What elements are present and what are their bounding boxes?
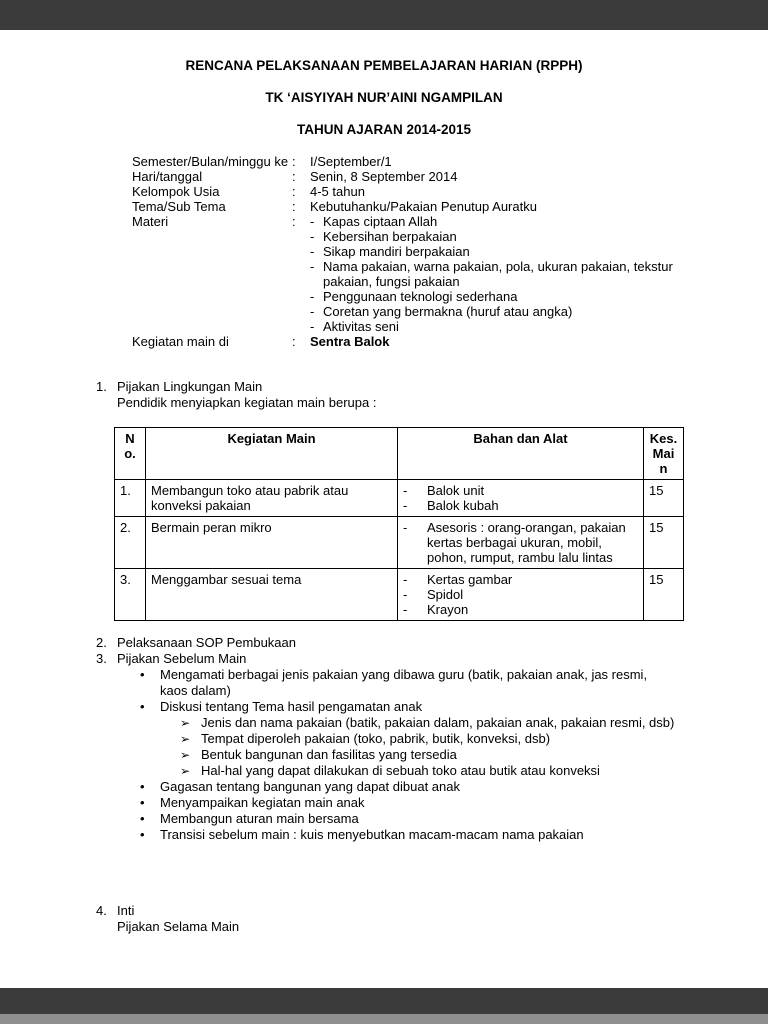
detail-row-semester [132,154,678,169]
detail-label: Kegiatan main di [132,334,229,349]
detail-value-sentra: Sentra Balok [310,334,390,349]
bullet-icon: • [140,811,145,826]
arrow-bullet-icon: ➢ [180,748,191,762]
bullet-icon: • [140,699,145,714]
sub-bullet-item [180,731,678,747]
section-subtitle: Pijakan Selama Main [117,919,240,934]
detail-row-tema [132,199,678,214]
bahan-item-text: Balok unit [427,483,485,498]
section-heading [96,635,678,651]
dash-bullet: - [403,572,408,587]
section-4-inti [96,903,678,935]
detail-colon: : [292,154,296,169]
section-title: Pijakan Sebelum Main [117,651,247,666]
cell-no: 1. [115,480,146,517]
section-heading [96,379,678,395]
detail-block [132,154,678,349]
document-header [0,30,768,138]
sub-bullet-text: Bentuk bangunan dan fasilitas yang tersedia [201,747,457,762]
sub-bullet-text: Tempat diperoleh pakaian (toko, pabrik, butik, konveksi, dsb) [201,731,551,746]
detail-colon: : [292,169,296,184]
detail-label: Hari/tanggal [132,169,203,184]
section-title: Pelaksanaan SOP Pembukaan [117,635,296,650]
arrow-bullet-icon: ➢ [180,732,191,746]
materi-item [310,229,678,244]
table-header-kes: Kes. Main [644,428,684,480]
detail-colon: : [292,184,296,199]
arrow-bullet-icon: ➢ [180,716,191,730]
viewer-bottom-bar [0,988,768,1014]
detail-value: Kebutuhanku/Pakaian Penutup Auratku [310,199,537,214]
bullet-icon: • [140,795,145,810]
detail-label: Tema/Sub Tema [132,199,226,214]
bullet-text: Menyampaikan kegiatan main anak [160,795,365,810]
bahan-item [403,602,638,617]
doc-title-main: RENCANA PELAKSANAAN PEMBELAJARAN HARIAN (RPPH) [185,58,583,73]
materi-item [310,289,678,304]
table-row [115,480,684,517]
dash-bullet: - [310,319,315,334]
materi-item [310,214,678,229]
dash-bullet: - [310,214,315,229]
bahan-item [403,498,638,513]
sub-bullet-list [180,715,678,779]
detail-value: I/September/1 [310,154,392,169]
materi-list [310,214,678,334]
dash-bullet: - [310,289,315,304]
bullet-text: Mengamati berbagai jenis pakaian yang dibawa guru (batik, pakaian anak, jas resmi, kaos dalam) [160,667,648,698]
dash-bullet: - [403,483,408,498]
bullet-item [140,827,678,843]
materi-item-text: Kapas ciptaan Allah [323,214,438,229]
bullet-icon: • [140,827,145,842]
dash-bullet: - [310,304,315,319]
materi-item [310,319,678,334]
bullet-text: Transisi sebelum main : kuis menyebutkan macam-macam nama pakaian [160,827,584,842]
section-number: 4. [96,903,107,918]
arrow-bullet-icon: ➢ [180,764,191,778]
cell-kes: 15 [644,569,684,621]
section-number: 1. [96,379,107,394]
detail-colon: : [292,199,296,214]
section-title: Pijakan Lingkungan Main [117,379,263,394]
bullet-text: Membangun aturan main bersama [160,811,359,826]
materi-item-text: Aktivitas seni [323,319,399,334]
document-page [0,30,768,988]
bullet-item [140,779,678,795]
dash-bullet: - [310,259,315,274]
materi-item-text: Penggunaan teknologi sederhana [323,289,518,304]
section-1-pijakan-lingkungan [96,379,678,621]
section-subtitle: Pendidik menyiapkan kegiatan main berupa : [117,395,377,410]
bahan-item [403,587,638,602]
section-heading [96,903,678,919]
table-row [115,517,684,569]
bullet-item [140,699,678,715]
materi-item-text: Nama pakaian, warna pakaian, pola, ukuran pakaian, tekstur pakaian, fungsi pakaian [323,259,673,289]
detail-label: Materi [132,214,169,229]
materi-item [310,304,678,319]
bahan-item-text: Krayon [427,602,469,617]
doc-title-year: TAHUN AJARAN 2014-2015 [296,122,472,137]
dash-bullet: - [403,587,408,602]
bullet-item [140,667,678,699]
detail-value: 4-5 tahun [310,184,365,199]
detail-label: Semester/Bulan/minggu ke [132,154,289,169]
dash-bullet: - [310,229,315,244]
bullet-list [140,667,678,843]
dash-bullet: - [403,520,408,535]
materi-item-text: Coretan yang bermakna (huruf atau angka) [323,304,573,319]
section-number: 3. [96,651,107,666]
bullet-text: Diskusi tentang Tema hasil pengamatan anak [160,699,423,714]
bahan-item-text: Kertas gambar [427,572,513,587]
section-title: Inti [117,903,135,918]
cell-kegiatan: Membangun toko atau pabrik atau konveksi pakaian [146,480,398,517]
bahan-item [403,572,638,587]
materi-item-text: Kebersihan berpakaian [323,229,457,244]
detail-label: Kelompok Usia [132,184,220,199]
bullet-item [140,795,678,811]
viewer-bottom-strip [0,1014,768,1024]
section-list [96,379,678,935]
cell-bahan [398,517,644,569]
cell-bahan [398,480,644,517]
viewer-top-bar [0,0,768,30]
bullet-item [140,811,678,827]
bahan-item-text: Asesoris : orang-orangan, pakaian kertas berbagai ukuran, mobil, pohon, rumput, rambu lalu lintas [427,520,626,565]
bahan-item-text: Spidol [427,587,464,602]
detail-value: Senin, 8 September 2014 [310,169,458,184]
cell-kegiatan: Menggambar sesuai tema [146,569,398,621]
section-2-sop-pembukaan [96,635,678,651]
bullet-icon: • [140,779,145,794]
doc-title-school: TK ‘AISYIYAH NUR’AINI NGAMPILAN [265,90,503,105]
sub-bullet-text: Hal-hal yang dapat dilakukan di sebuah toko atau butik atau konveksi [201,763,600,778]
table-header-kegiatan: Kegiatan Main [146,428,398,480]
materi-item [310,259,678,289]
sub-bullet-item [180,763,678,779]
bullet-text: Gagasan tentang bangunan yang dapat dibuat anak [160,779,460,794]
section-heading [96,651,678,667]
bullet-icon: • [140,667,145,682]
bahan-item [403,483,638,498]
dash-bullet: - [403,602,408,617]
cell-no: 3. [115,569,146,621]
table-header-bahan: Bahan dan Alat [398,428,644,480]
materi-item-text: Sikap mandiri berpakaian [323,244,470,259]
detail-row-kelompok [132,184,678,199]
detail-row-hari [132,169,678,184]
table-header-no: No. [115,428,146,480]
cell-bahan [398,569,644,621]
detail-colon: : [292,214,296,229]
section-3-pijakan-sebelum-main [96,651,678,843]
cell-kes: 15 [644,480,684,517]
table-header-row [115,428,684,480]
dash-bullet: - [310,244,315,259]
kegiatan-main-table [114,427,684,621]
cell-kegiatan: Bermain peran mikro [146,517,398,569]
cell-kes: 15 [644,517,684,569]
dash-bullet: - [403,498,408,513]
cell-no: 2. [115,517,146,569]
detail-colon: : [292,334,296,349]
sub-bullet-item [180,715,678,731]
detail-row-kegiatan-main-di [132,334,678,349]
sub-bullet-text: Jenis dan nama pakaian (batik, pakaian dalam, pakaian anak, pakaian resmi, dsb) [201,715,675,730]
section-number: 2. [96,635,107,650]
bahan-item-text: Balok kubah [427,498,499,513]
table-row [115,569,684,621]
bahan-item [403,520,638,565]
detail-row-materi [132,214,678,334]
materi-item [310,244,678,259]
sub-bullet-item [180,747,678,763]
